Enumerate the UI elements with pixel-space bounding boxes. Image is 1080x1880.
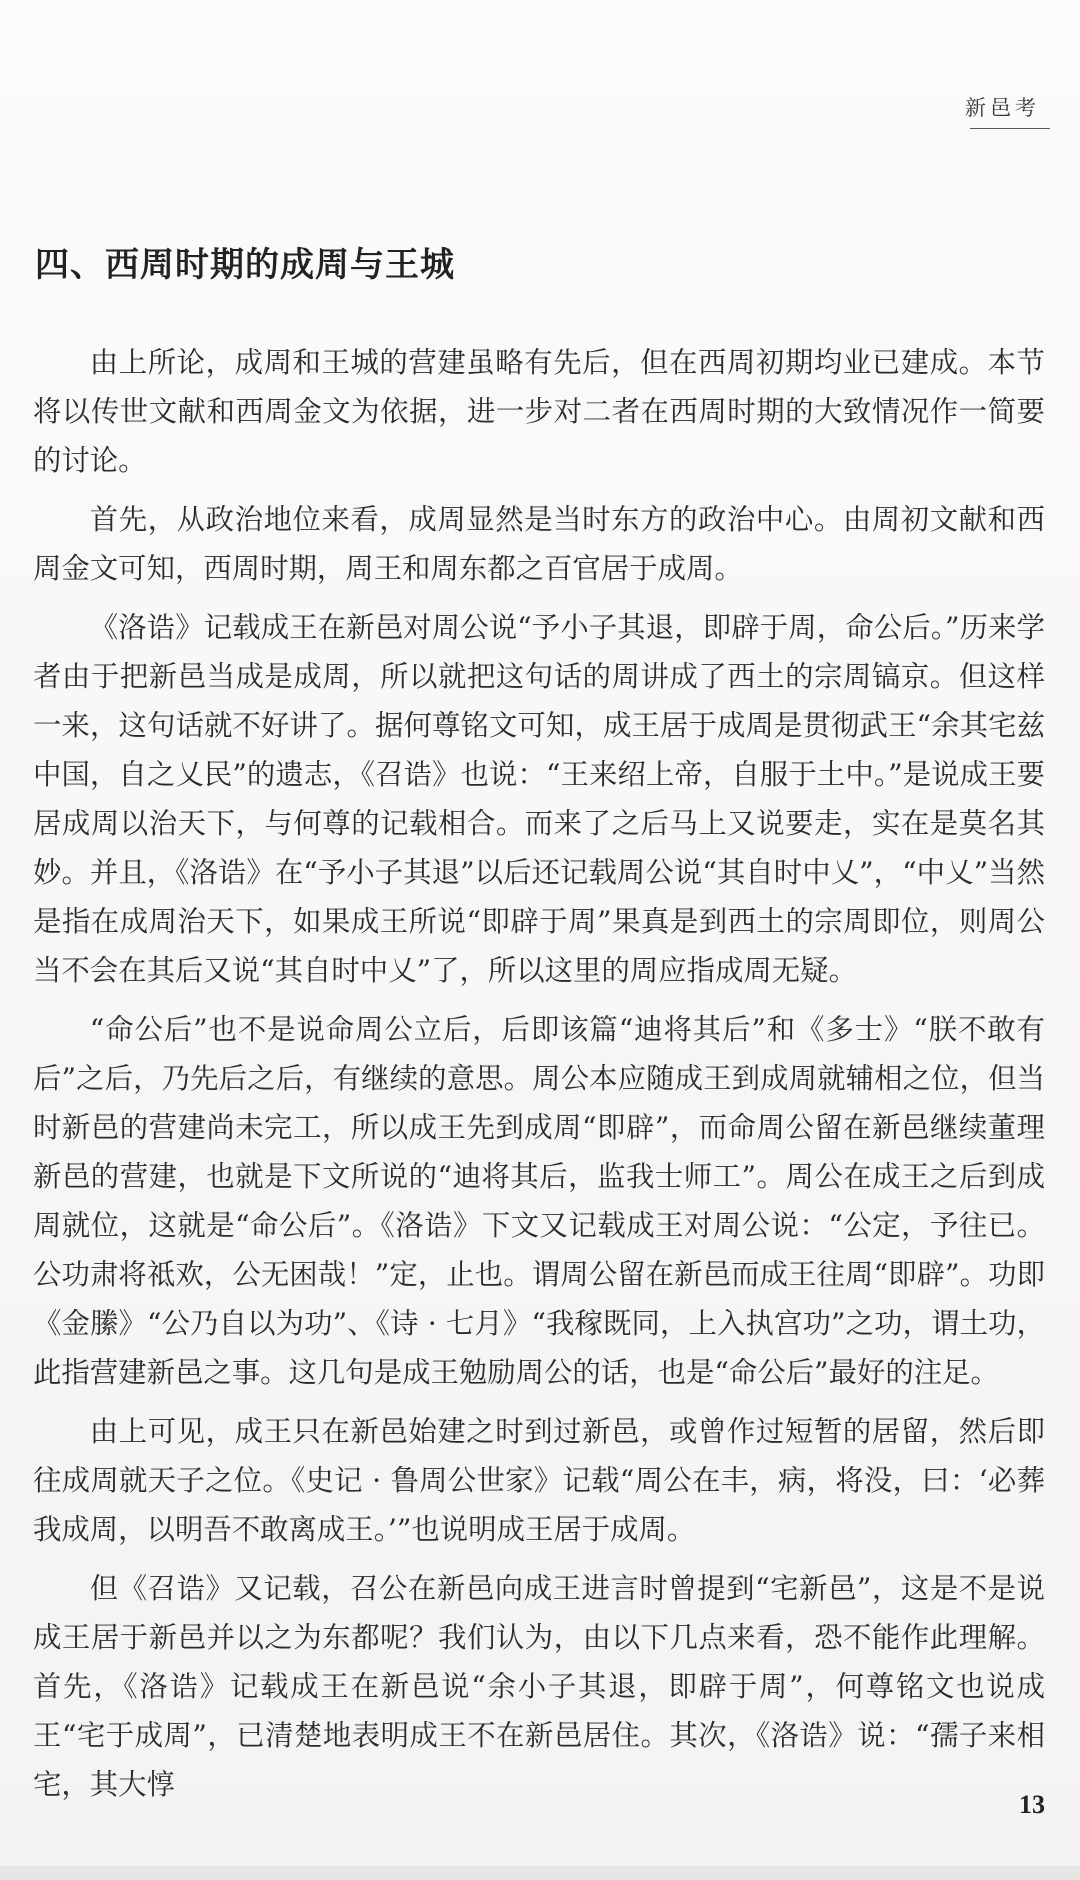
paragraph: “命公后”也不是说命周公立后，后即该篇“迪将其后”和《多士》“朕不敢有后”之后，乃先后之后，有继续的意思。周公本应随成王到成周就辅相之位，但当时新邑的营建尚未完工，所以成王先到成周“即辟”，而命周公留在新邑继续董理新邑的营建，也就是下文所说的“迪将其后，监我士师工”。周公在成王之后到成周就位，这就是“命公后”。《洛诰》下文又记载成王对周公说：“公定，予往已。公功肃将祗欢，公无困哉！”定，止也。谓周公留在新邑而成王往周“即辟”。功即《金縢》“公乃自以为功”、《诗 · 七月》“我稼既同，上入执宫功”之功，谓土功，此指营建新邑之事。这几句是成王勉励周公的话，也是“命公后”最好的注足。 bbox=[33, 1013, 1045, 1389]
body-text bbox=[33, 338, 1045, 1819]
running-head: 新邑考 bbox=[965, 96, 1040, 120]
paragraph: 由上可见，成王只在新邑始建之时到过新邑，或曾作过短暂的居留，然后即往成周就天子之位。《史记 · 鲁周公世家》记载“周公在丰，病，将没，曰：‘必葬我成周，以明吾不敢离成王。’”也说明成王居于成周。 bbox=[33, 1415, 1045, 1546]
page-number: 13 bbox=[1019, 1790, 1045, 1819]
bottom-edge bbox=[0, 1866, 1080, 1880]
running-head-rule bbox=[970, 128, 1050, 129]
section-title: 四、西周时期的成周与王城 bbox=[35, 245, 455, 285]
paragraph: 首先，从政治地位来看，成周显然是当时东方的政治中心。由周初文献和西周金文可知，西周时期，周王和周东都之百官居于成周。 bbox=[33, 503, 1045, 585]
paragraph: 由上所论，成周和王城的营建虽略有先后，但在西周初期均业已建成。本节将以传世文献和西周金文为依据，进一步对二者在西周时期的大致情况作一简要的讨论。 bbox=[33, 346, 1045, 477]
paragraph: 《洛诰》记载成王在新邑对周公说“予小子其退，即辟于周，命公后。”历来学者由于把新邑当成是成周，所以就把这句话的周讲成了西土的宗周镐京。但这样一来，这句话就不好讲了。据何尊铭文可知，成王居于成周是贯彻武王“余其宅兹中国，自之乂民”的遗志，《召诰》也说：“王来绍上帝，自服于土中。”是说成王要居成周以治天下，与何尊的记载相合。而来了之后马上又说要走，实在是莫名其妙。并且，《洛诰》在“予小子其退”以后还记载周公说“其自时中乂”，“中乂”当然是指在成周治天下，如果成王所说“即辟于周”果真是到西土的宗周即位，则周公当不会在其后又说“其自时中乂”了，所以这里的周应指成周无疑。 bbox=[33, 611, 1045, 987]
paragraph: 但《召诰》又记载，召公在新邑向成王进言时曾提到“宅新邑”，这是不是说成王居于新邑并以之为东都呢？我们认为，由以下几点来看，恐不能作此理解。首先，《洛诰》记载成王在新邑说“余小子其退，即辟于周”，何尊铭文也说成王“宅于成周”，已清楚地表明成王不在新邑居住。其次，《洛诰》说：“孺子来相宅，其大惇 bbox=[33, 1572, 1045, 1801]
